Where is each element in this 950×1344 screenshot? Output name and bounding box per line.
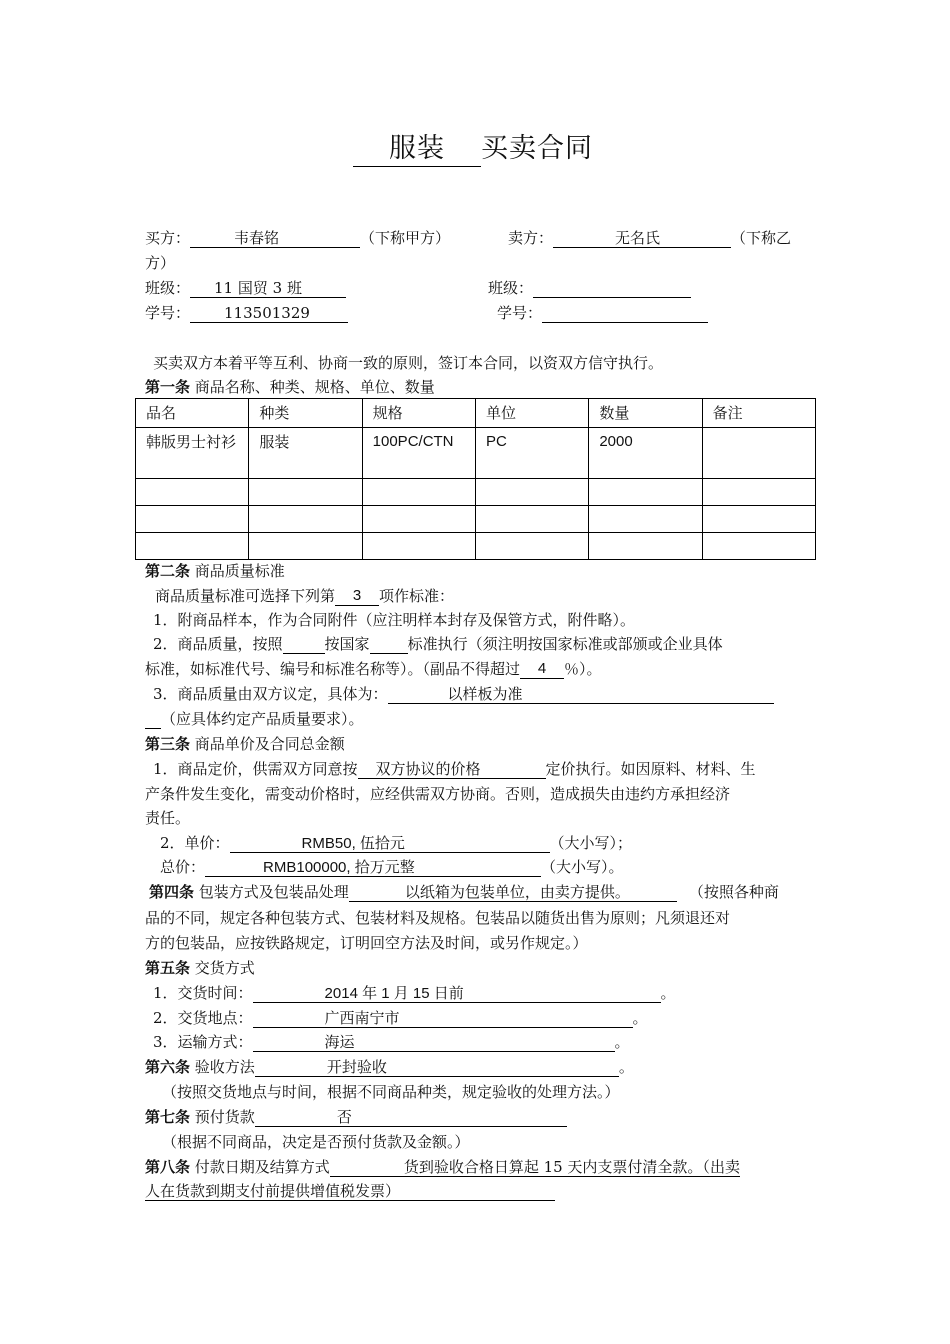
payment-terms-text: 货到验收合格日算起 15 天内支票付清全款。（出卖 — [403, 1158, 740, 1176]
article6-note: （按照交货地点与时间，根据不同商品种类，规定验收的处理方法。） — [162, 1083, 620, 1101]
article4-line2: 品的不同，规定各种包装方式、包装材料及规格。包装品以随货出售为原则；凡须退还对 — [145, 909, 731, 927]
standard-choice: 3 — [335, 586, 379, 606]
article4-line1 — [149, 882, 779, 902]
seller-class — [533, 278, 691, 298]
delivery-time-text: 2014 年 1 月 15 日前 — [324, 985, 464, 1002]
article2-l5a: 3．商品质量由双方议定，具体为： — [153, 685, 388, 703]
table-header-cell: 备注 — [702, 399, 815, 428]
packaging-method-text: 以纸箱为包装单位，由卖方提供。 — [404, 883, 630, 901]
transport-method — [253, 1032, 615, 1052]
article1-heading — [145, 377, 435, 397]
article2-line4 — [145, 659, 602, 679]
seller-class-label: 班级： — [488, 279, 534, 297]
buyer-id-label: 学号： — [145, 304, 191, 322]
article2-line6 — [145, 709, 364, 729]
buyer-class-text: 11 国贸 3 班 — [214, 279, 302, 297]
delivery-place — [253, 1008, 633, 1028]
goods-table — [135, 398, 816, 560]
inspection-method-text: 开封验收 — [326, 1058, 387, 1076]
unit-price-suffix: （大小写）； — [549, 834, 633, 852]
defect-percent: 4 — [520, 659, 564, 679]
seller-id-line — [497, 303, 708, 323]
intro-text: 买卖双方本着平等互利、协商一致的原则，签订本合同，以资双方信守执行。 — [153, 354, 664, 372]
table-header-cell: 品名 — [136, 399, 249, 428]
quality-blank-2 — [370, 634, 408, 654]
table-header-cell: 单位 — [475, 399, 588, 428]
buyer-name-text: 韦春铭 — [234, 229, 280, 247]
transport-method-text: 海运 — [324, 1033, 355, 1051]
article2-l1b: 项作标准： — [379, 587, 455, 605]
article2-l3a: 2．商品质量，按照 — [153, 635, 283, 653]
article3-line1 — [153, 759, 756, 779]
seller-name — [553, 228, 731, 248]
delivery-place-text: 广西南宁市 — [324, 1009, 400, 1027]
article2-l3b: 按国家 — [324, 635, 370, 653]
article4-title: 包装方式及包装品处理 — [198, 883, 349, 901]
buyer-id-text: 113501329 — [224, 304, 310, 322]
article1-title: 商品名称、种类、规格、单位、数量 — [194, 378, 435, 396]
article2-title: 商品质量标准 — [194, 562, 285, 580]
buyer-id — [190, 303, 348, 323]
article1-number: 第一条 — [145, 378, 191, 396]
article5-title: 交货方式 — [194, 959, 255, 977]
contract-title — [353, 132, 593, 167]
pricing-basis-text: 双方协议的价格 — [375, 760, 481, 778]
total-price — [205, 857, 541, 877]
article4-l1b: （按照各种商 — [688, 883, 779, 901]
quality-blank-1 — [283, 634, 325, 654]
buyer-line — [145, 228, 450, 248]
article3-l1b: 定价执行。如因原料、材料、生 — [545, 760, 756, 778]
table-cell-product: 韩版男士衬衫 — [136, 428, 249, 479]
delivery-place-label: 2．交货地点： — [153, 1009, 253, 1027]
delivery-time-label: 1．交货时间： — [153, 984, 253, 1002]
unit-price-label: 2．单价： — [160, 834, 230, 852]
article6-end: 。 — [618, 1058, 634, 1076]
article2-l6: （应具体约定产品质量要求）。 — [161, 710, 364, 728]
delivery-time — [253, 983, 661, 1003]
quality-agreement-cont — [145, 709, 161, 729]
article5-number: 第五条 — [145, 959, 191, 977]
quality-agreement-text: 以样板为准 — [447, 685, 523, 703]
seller-alias-wrap: 方） — [145, 254, 176, 272]
table-header-cell: 种类 — [249, 399, 362, 428]
payment-terms-cont-text: 人在货款到期支付前提供增值税发票） — [145, 1182, 401, 1200]
table-cell-unit: PC — [475, 428, 588, 479]
article2-l3c: 标准执行（须注明按国家标准或部颁或企业具体 — [407, 635, 723, 653]
article7-line1 — [145, 1107, 567, 1127]
table-header-cell: 数量 — [589, 399, 702, 428]
prepayment — [255, 1107, 567, 1127]
buyer-class-label: 班级： — [145, 279, 191, 297]
article2-l4a: 标准，如标准代号、编号和标准名称等）。（副品不得超过 — [145, 660, 521, 678]
total-price-text: RMB100000, 拾万元整 — [263, 859, 415, 876]
total-price-label: 总价： — [160, 858, 206, 876]
transport-end: 。 — [614, 1033, 630, 1051]
title-product: 服装 — [353, 132, 481, 167]
title-suffix: 买卖合同 — [481, 133, 593, 164]
buyer-name — [190, 228, 360, 248]
pricing-basis — [358, 759, 546, 779]
article6-title: 验收方法 — [194, 1058, 255, 1076]
seller-name-text: 无名氏 — [615, 229, 661, 247]
article4-number: 第四条 — [149, 883, 195, 901]
article8-line2 — [145, 1181, 555, 1201]
article4-line3: 方的包装品，应按铁路规定，订明回空方法及时间，或另作规定。） — [145, 934, 588, 952]
buyer-id-line — [145, 303, 348, 323]
buyer-class-line — [145, 278, 346, 298]
seller-alias: （下称乙 — [731, 229, 792, 247]
seller-id — [542, 303, 708, 323]
seller-class-line — [488, 278, 691, 298]
table-row — [136, 479, 816, 506]
article5-heading — [145, 958, 255, 978]
delivery-place-end: 。 — [632, 1009, 648, 1027]
table-cell-type: 服装 — [249, 428, 362, 479]
article7-title: 预付货款 — [194, 1108, 255, 1126]
unit-price-text: RMB50, 伍拾元 — [301, 835, 405, 852]
delivery-time-end: 。 — [660, 984, 676, 1002]
article2-l1a: 商品质量标准可选择下列第 — [155, 587, 336, 605]
prepayment-text: 否 — [336, 1108, 352, 1126]
table-header-cell: 规格 — [362, 399, 475, 428]
article8-number: 第八条 — [145, 1158, 191, 1176]
article2-line5 — [153, 684, 774, 704]
payment-terms-cont — [145, 1181, 555, 1201]
article2-number: 第二条 — [145, 562, 191, 580]
buyer-label: 买方： — [145, 229, 191, 247]
article3-title: 商品单价及合同总金额 — [194, 735, 345, 753]
table-cell-spec: 100PC/CTN — [362, 428, 475, 479]
buyer-class — [190, 278, 346, 298]
table-row — [136, 533, 816, 560]
article8-line1 — [145, 1157, 740, 1177]
article2-line3 — [153, 634, 723, 654]
article6-number: 第六条 — [145, 1058, 191, 1076]
unit-price-line — [160, 833, 632, 853]
table-row — [136, 428, 816, 479]
quality-agreement — [388, 684, 774, 704]
article2-line1 — [155, 586, 454, 606]
transport-line — [153, 1032, 630, 1052]
article6-line1 — [145, 1057, 634, 1077]
table-cell-quantity: 2000 — [589, 428, 702, 479]
table-header-row — [136, 399, 816, 428]
article2-heading — [145, 561, 285, 581]
packaging-method — [349, 882, 677, 902]
article8-title: 付款日期及结算方式 — [194, 1158, 330, 1176]
unit-price — [230, 833, 550, 853]
article3-l1a: 1．商品定价，供需双方同意按 — [153, 760, 358, 778]
article2-line2: 1．附商品样本，作为合同附件（应注明样本封存及保管方式，附件略）。 — [153, 611, 636, 629]
table-row — [136, 506, 816, 533]
delivery-time-line — [153, 983, 676, 1003]
article3-heading — [145, 734, 345, 754]
seller-line — [508, 228, 791, 248]
transport-label: 3．运输方式： — [153, 1033, 253, 1051]
article2-l4b: ％）。 — [564, 660, 602, 678]
total-price-line — [160, 857, 624, 877]
article3-line3: 责任。 — [145, 809, 191, 827]
delivery-place-line — [153, 1008, 648, 1028]
article7-number: 第七条 — [145, 1108, 191, 1126]
article7-note: （根据不同商品，决定是否预付货款及金额。） — [162, 1133, 470, 1151]
article3-line2: 产条件发生变化，需变动价格时，应经供需双方协商。否则，造成损失由违约方承担经济 — [145, 785, 731, 803]
seller-id-label: 学号： — [497, 304, 543, 322]
buyer-alias: （下称甲方） — [360, 229, 451, 247]
total-price-suffix: （大小写）。 — [541, 858, 624, 876]
inspection-method — [255, 1057, 619, 1077]
article3-number: 第三条 — [145, 735, 191, 753]
seller-label: 卖方： — [508, 229, 554, 247]
table-cell-note — [702, 428, 815, 479]
payment-terms — [330, 1157, 740, 1177]
